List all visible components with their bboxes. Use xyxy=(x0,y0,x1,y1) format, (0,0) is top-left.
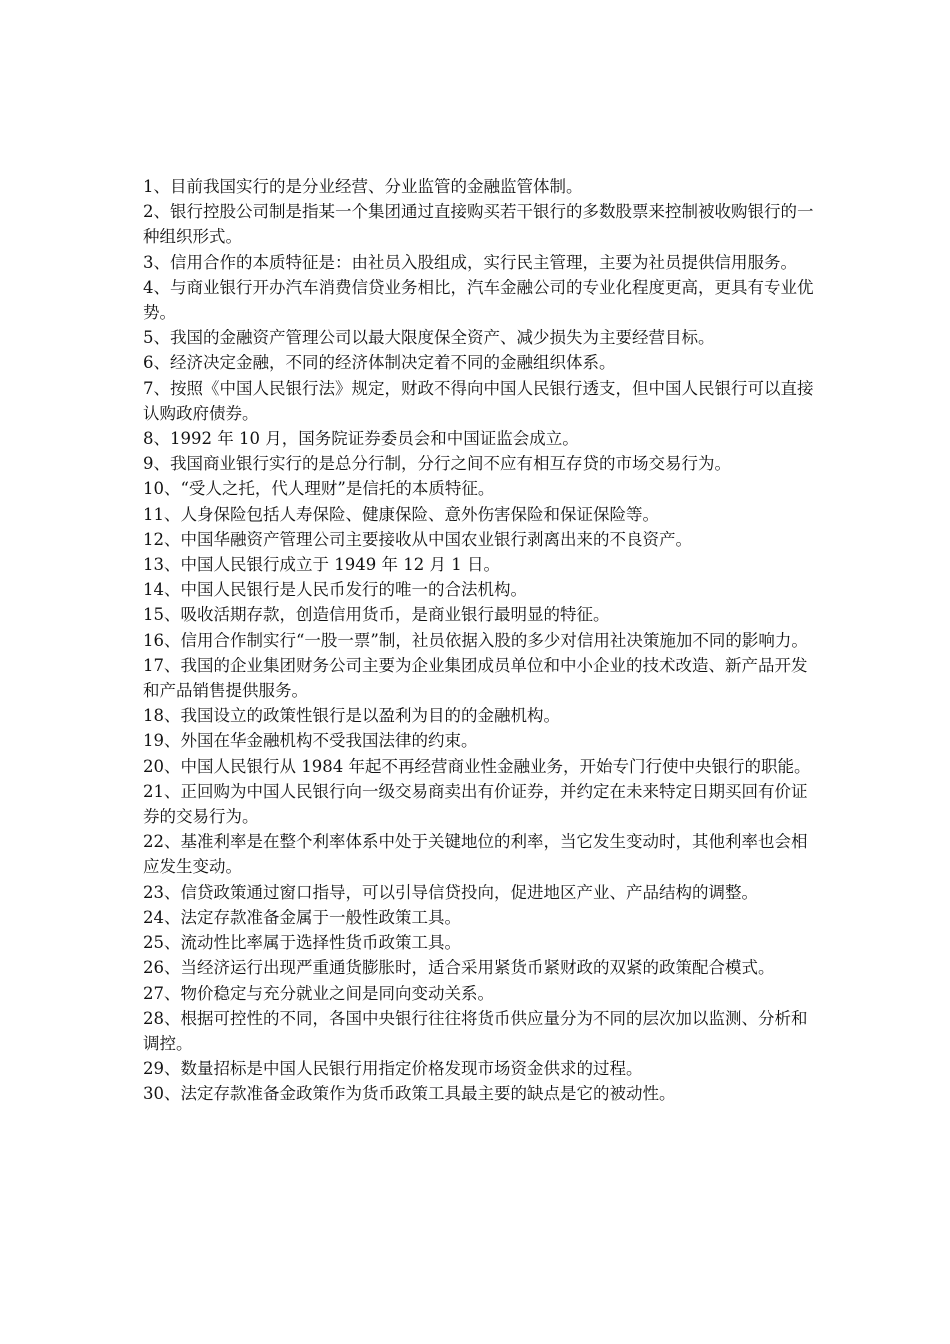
statement-13: 13、中国人民银行成立于 1949 年 12 月 1 日。 xyxy=(143,555,500,575)
statement-28: 28、根据可控性的不同，各国中央银行往往将货币供应量分为不同的层次加以监测、分析和调控。 xyxy=(143,1008,808,1053)
statement-14: 14、中国人民银行是人民币发行的唯一的合法机构。 xyxy=(143,580,527,600)
statement-6: 6、经济决定金融，不同的经济体制决定着不同的金融组织体系。 xyxy=(143,353,616,373)
statement-25: 25、流动性比率属于选择性货币政策工具。 xyxy=(143,933,461,953)
statement-5: 5、我国的金融资产管理公司以最大限度保全资产、减少损失为主要经营目标。 xyxy=(143,328,715,348)
statement-29: 29、数量招标是中国人民银行用指定价格发现市场资金供求的过程。 xyxy=(143,1059,643,1079)
statement-4: 4、与商业银行开办汽车消费信贷业务相比，汽车金融公司的专业化程度更高，更具有专业优势。 xyxy=(143,277,814,323)
statement-30: 30、法定存款准备金政策作为货币政策工具最主要的缺点是它的被动性。 xyxy=(143,1084,676,1104)
statement-21: 21、正回购为中国人民银行向一级交易商卖出有价证券，并约定在未来特定日期买回有价证券的交易行为。 xyxy=(143,781,808,827)
statement-17: 17、我国的企业集团财务公司主要为企业集团成员单位和中小企业的技术改造、新产品开发和产品销售提供服务。 xyxy=(143,655,808,701)
statement-27: 27、物价稳定与充分就业之间是同向变动关系。 xyxy=(143,983,494,1003)
statement-list xyxy=(143,174,823,1107)
statement-16: 16、信用合作制实行“一股一票”制，社员依据入股的多少对信用社决策施加不同的影响力。 xyxy=(143,630,808,650)
statement-26: 26、当经济运行出现严重通货膨胀时，适合采用紧货币紧财政的双紧的政策配合模式。 xyxy=(143,958,775,978)
statement-22: 22、基准利率是在整个利率体系中处于关键地位的利率，当它发生变动时，其他利率也会相应发生变动。 xyxy=(143,832,808,877)
statement-20: 20、中国人民银行从 1984 年起不再经营商业性金融业务，开始专门行使中央银行的职能。 xyxy=(143,756,811,776)
statement-12: 12、中国华融资产管理公司主要接收从中国农业银行剥离出来的不良资产。 xyxy=(143,529,692,549)
statement-11: 11、人身保险包括人寿保险、健康保险、意外伤害保险和保证保险等。 xyxy=(143,504,659,524)
statement-19: 19、外国在华金融机构不受我国法律的约束。 xyxy=(143,731,478,751)
statement-10: 10、“受人之托，代人理财”是信托的本质特征。 xyxy=(143,479,495,499)
statement-2: 2、银行控股公司制是指某一个集团通过直接购买若干银行的多数股票来控制被收购银行的一种组织形式。 xyxy=(143,202,814,247)
statement-23: 23、信贷政策通过窗口指导，可以引导信贷投向，促进地区产业、产品结构的调整。 xyxy=(143,882,758,902)
statement-24: 24、法定存款准备金属于一般性政策工具。 xyxy=(143,907,461,927)
statement-8: 8、1992 年 10 月，国务院证券委员会和中国证监会成立。 xyxy=(143,429,579,449)
statement-15: 15、吸收活期存款，创造信用货币，是商业银行最明显的特征。 xyxy=(143,605,610,625)
statement-18: 18、我国设立的政策性银行是以盈利为目的的金融机构。 xyxy=(143,706,560,726)
statement-9: 9、我国商业银行实行的是总分行制，分行之间不应有相互存贷的市场交易行为。 xyxy=(143,454,731,474)
statement-1: 1、目前我国实行的是分业经营、分业监管的金融监管体制。 xyxy=(143,177,583,196)
statement-3: 3、信用合作的本质特征是：由社员入股组成，实行民主管理，主要为社员提供信用服务。 xyxy=(143,252,797,272)
statement-7: 7、按照《中国人民银行法》规定，财政不得向中国人民银行透支，但中国人民银行可以直接认购政府债券。 xyxy=(143,378,814,423)
